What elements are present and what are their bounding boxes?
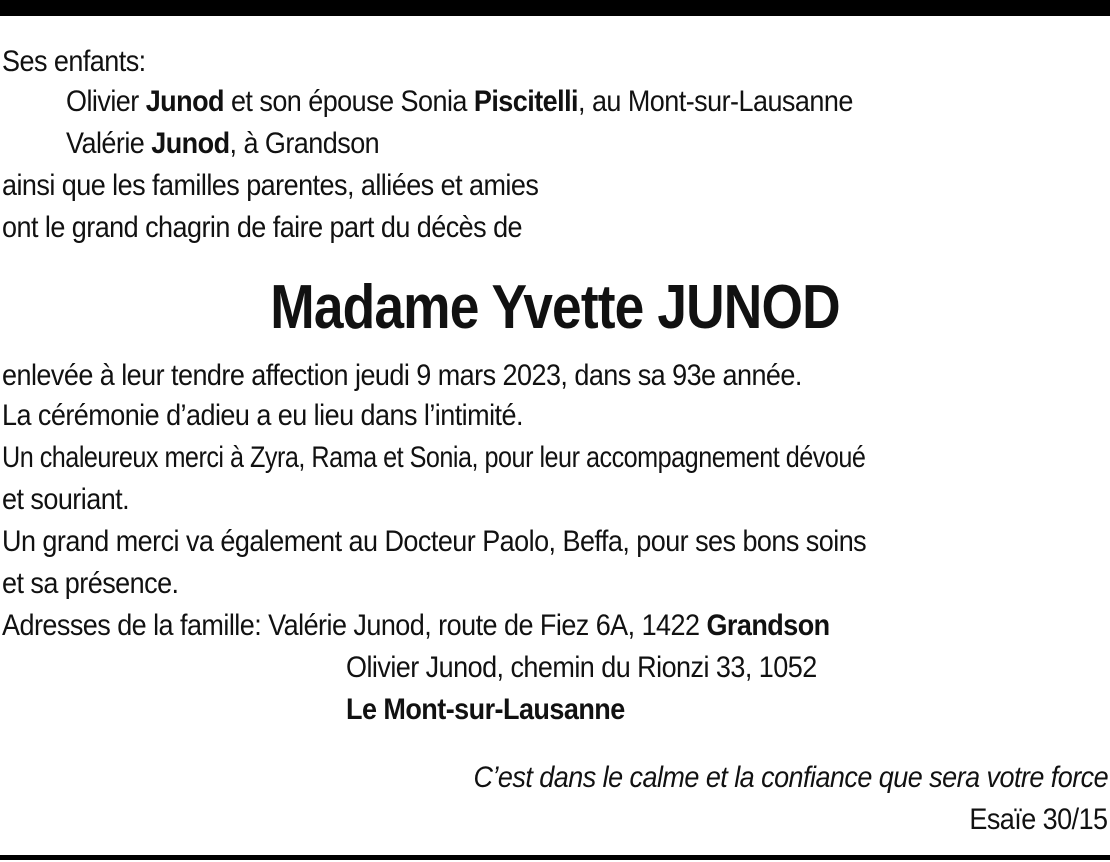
child-line-valerie bbox=[66, 124, 379, 164]
child-spouse-text: et son épouse Sonia bbox=[223, 85, 474, 118]
address-olivier-city: Le Mont-sur-Lausanne bbox=[346, 693, 625, 726]
body-line-thanks-caregivers: Un chaleureux merci à Zyra, Rama et Sonia, pour leur accompagnement dévoué bbox=[2, 441, 866, 474]
addresses-label: Adresses de la famille: bbox=[2, 609, 262, 642]
address-valerie-city: Grandson bbox=[706, 609, 830, 642]
child-line-olivier bbox=[66, 82, 853, 122]
child-place: , au Mont-sur-Lausanne bbox=[578, 85, 853, 118]
address-olivier: Olivier Junod, chemin du Rionzi 33, 1052 bbox=[346, 651, 817, 684]
child-place: , à Grandson bbox=[229, 127, 380, 160]
announcement-line: ont le grand chagrin de faire part du décès de bbox=[2, 211, 523, 244]
top-border-rule bbox=[0, 0, 1110, 16]
child-first-name: Olivier bbox=[66, 85, 146, 118]
quote-reference: Esaïe 30/15 bbox=[969, 803, 1108, 836]
address-olivier-city-line bbox=[346, 690, 625, 730]
address-valerie: Valérie Junod, route de Fiez 6A, 1422 bbox=[261, 609, 707, 642]
deceased-name-heading: Madame Yvette JUNOD bbox=[270, 273, 840, 342]
body-line-thanks-caregivers-cont: et souriant. bbox=[2, 483, 130, 516]
closing-quote: C’est dans le calme et la confiance que sera votre force bbox=[473, 761, 1108, 794]
body-line-death-date: enlevée à leur tendre affection jeudi 9 mars 2023, dans sa 93e année. bbox=[2, 359, 802, 392]
child-first-name: Valérie bbox=[66, 127, 152, 160]
body-line-ceremony: La cérémonie d’adieu a eu lieu dans l’intimité. bbox=[2, 399, 523, 432]
bottom-border-rule bbox=[0, 855, 1110, 860]
child-surname: Junod bbox=[145, 85, 224, 118]
child-surname: Junod bbox=[151, 127, 230, 160]
families-line: ainsi que les familles parentes, alliées et amies bbox=[2, 169, 539, 202]
family-address-line-1 bbox=[2, 606, 830, 646]
spouse-surname: Piscitelli bbox=[473, 85, 579, 118]
body-line-thanks-doctor: Un grand merci va également au Docteur Paolo, Beffa, pour ses bons soins bbox=[2, 525, 867, 558]
body-line-thanks-doctor-cont: et sa présence. bbox=[2, 567, 179, 600]
children-label: Ses enfants: bbox=[2, 45, 146, 78]
